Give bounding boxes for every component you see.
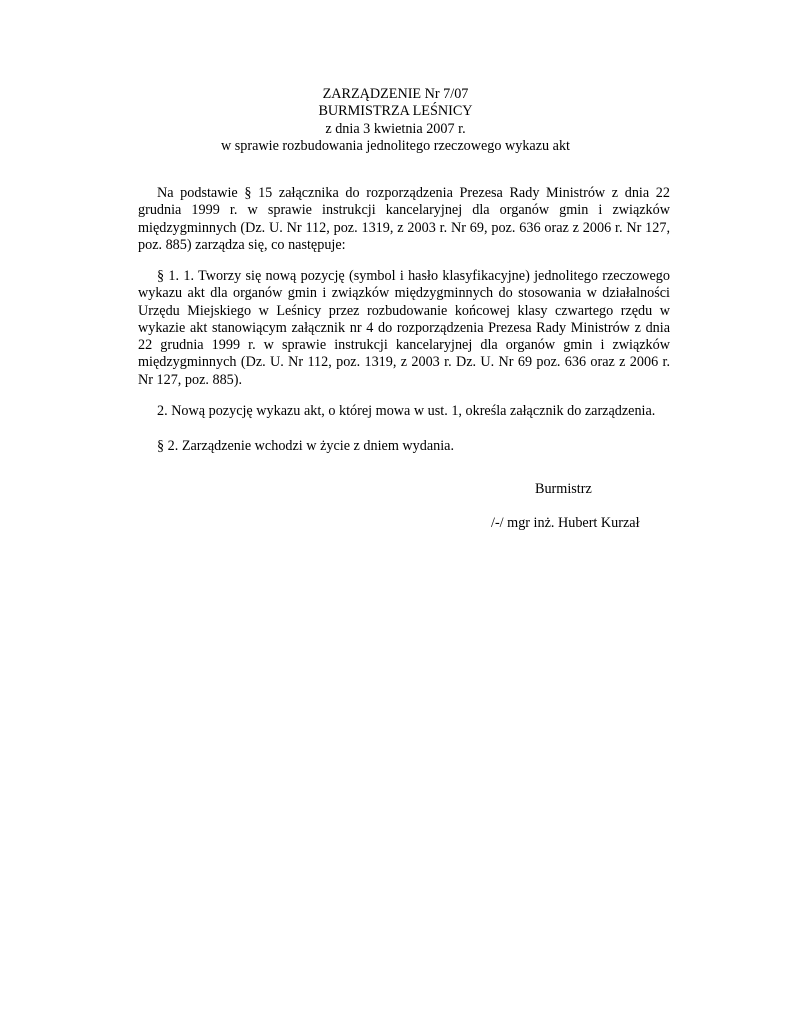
signature-title: Burmistrz: [535, 481, 592, 497]
document-heading: [0, 86, 791, 155]
section-1-paragraph-2: 2. Nową pozycję wykazu akt, o której mowa w ust. 1, określa załącznik do zarządzenia.: [157, 403, 656, 419]
section-1-paragraph-1: § 1. 1. Tworzy się nową pozycję (symbol i hasło klasyfikacyjne) jednolitego rzeczowego wykazu akt dla organów gmin i związków międzygminnych do stosowania w działalności Urzędu Miejskiego w Leśnicy przez rozbudowanie końcowej klasy czwartego rzędu w wykazie akt stanowiącym załącznik nr 4 do rozporządzenia Prezesa Rady Ministrów z dnia 22 grudnia 1999 r. w sprawie instrukcji kancelaryjnej dla organów gmin i związków międzygminnych (Dz. U. Nr 112, poz. 1319, z 2003 r. Dz. U. Nr 69 poz. 636 oraz z 2006 r. Nr 127, poz. 885).: [138, 268, 670, 388]
subject: w sprawie rozbudowania jednolitego rzeczowego wykazu akt: [220, 137, 571, 154]
ordinance-number: ZARZĄDZENIE Nr 7/07: [322, 86, 469, 102]
legal-basis-paragraph: Na podstawie § 15 załącznika do rozporządzenia Prezesa Rady Ministrów z dnia 22 grudnia 1999 r. w sprawie instrukcji kancelaryjnej dla organów gmin i związków międzygminnych (Dz. U. Nr 112, poz. 1319, z 2003 r. Nr 69, poz. 636 oraz z 2006 r. Nr 127, poz. 885) zarządza się, co następuje:: [138, 185, 670, 253]
issuer: BURMISTRZA LEŚNICY: [318, 103, 473, 120]
issue-date: z dnia 3 kwietnia 2007 r.: [325, 120, 466, 137]
signature-name: /-/ mgr inż. Hubert Kurzał: [491, 515, 640, 531]
section-2-paragraph: § 2. Zarządzenie wchodzi w życie z dniem wydania.: [157, 438, 455, 454]
